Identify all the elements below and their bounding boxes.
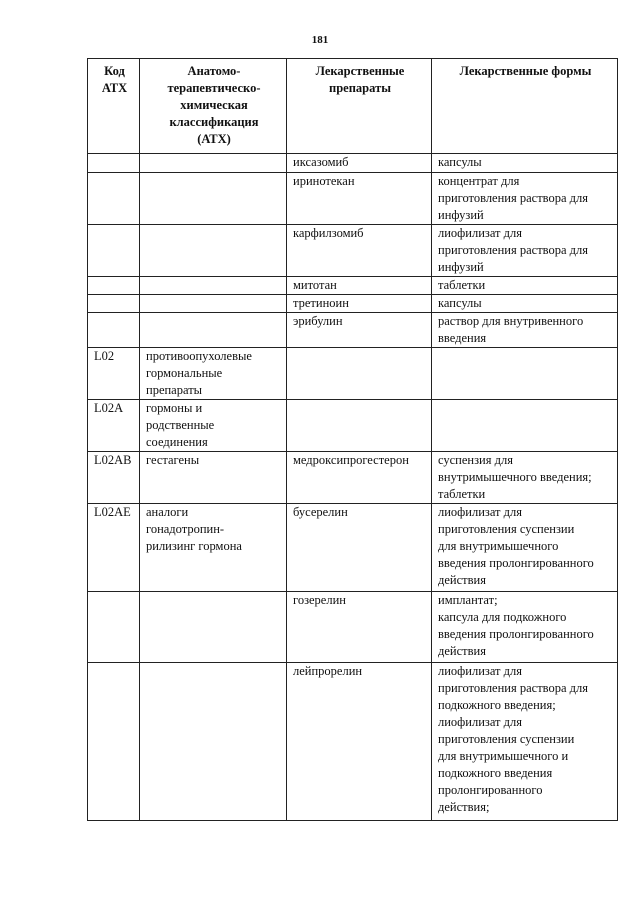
cell-text-line: для внутримышечного и (438, 749, 569, 763)
cell-atx-code (88, 400, 140, 452)
cell-drug (287, 592, 432, 663)
cell-text-line: рилизинг гормона (146, 539, 242, 553)
cell-atx-class (140, 663, 287, 821)
cell-text-line: действия (438, 573, 486, 587)
cell-drug (287, 154, 432, 173)
cell-text-line: L02AE (94, 505, 131, 519)
cell-text-line: (АТХ) (197, 132, 231, 146)
cell-atx-code (88, 277, 140, 295)
cell-text-line: лейпрорелин (293, 664, 363, 678)
cell-text-line: капсула для подкожного (438, 610, 567, 624)
cell-text-line: лиофилизат для (438, 715, 522, 729)
cell-text-line: раствор для внутривенного (438, 314, 584, 328)
cell-text-line: соединения (146, 435, 208, 449)
header-drugs (287, 59, 432, 154)
cell-text-line: лиофилизат для (438, 664, 522, 678)
table-header-row (88, 59, 618, 154)
cell-text-line: гонадотропин- (146, 522, 225, 536)
cell-atx-code (88, 225, 140, 277)
cell-text-line: внутримышечного введения; (438, 470, 592, 484)
cell-text-line: Код (104, 64, 125, 78)
cell-text-line: иксазомиб (293, 155, 349, 169)
cell-text-line: гормоны и (146, 401, 203, 415)
cell-text-line: действия (438, 644, 486, 658)
cell-text-line: таблетки (438, 487, 486, 501)
cell-atx-class (140, 452, 287, 504)
atx-drug-table (87, 58, 618, 821)
cell-text-line: концентрат для (438, 174, 520, 188)
cell-atx-code (88, 452, 140, 504)
cell-text-line: подкожного введения (438, 766, 553, 780)
header-atx-classification (140, 59, 287, 154)
cell-drug (287, 663, 432, 821)
cell-atx-class (140, 173, 287, 225)
cell-text-line: L02 (94, 349, 115, 363)
table-row (88, 452, 618, 504)
cell-text-line: химическая (180, 98, 248, 112)
cell-text-line: введения пролонгированного (438, 556, 594, 570)
table-row (88, 400, 618, 452)
cell-dosage-form (432, 295, 618, 313)
cell-text-line: родственные (146, 418, 215, 432)
cell-atx-code (88, 663, 140, 821)
cell-text-line: АТХ (101, 81, 128, 95)
cell-atx-class (140, 154, 287, 173)
cell-atx-code (88, 154, 140, 173)
table-row (88, 348, 618, 400)
cell-drug (287, 295, 432, 313)
cell-drug (287, 173, 432, 225)
cell-text-line: Лекарственные формы (459, 64, 592, 78)
cell-text-line: Лекарственные (315, 64, 405, 78)
cell-atx-class (140, 504, 287, 592)
cell-drug (287, 400, 432, 452)
cell-text-line: приготовления суспензии (438, 522, 575, 536)
cell-dosage-form (432, 173, 618, 225)
cell-atx-code (88, 173, 140, 225)
cell-atx-code (88, 313, 140, 348)
cell-dosage-form (432, 663, 618, 821)
cell-atx-code (88, 348, 140, 400)
cell-text-line: гормональные (146, 366, 223, 380)
header-atx-code (88, 59, 140, 154)
cell-drug (287, 452, 432, 504)
cell-atx-class (140, 295, 287, 313)
table-row (88, 504, 618, 592)
cell-dosage-form (432, 348, 618, 400)
cell-atx-class (140, 313, 287, 348)
cell-text-line: инфузий (438, 260, 484, 274)
cell-atx-class (140, 592, 287, 663)
cell-atx-class (140, 400, 287, 452)
cell-dosage-form (432, 400, 618, 452)
table-row (88, 173, 618, 225)
cell-dosage-form (432, 154, 618, 173)
cell-text-line: имплантат; (438, 593, 498, 607)
table-row (88, 225, 618, 277)
cell-text-line: инфузий (438, 208, 484, 222)
cell-text-line: приготовления раствора для (438, 243, 588, 257)
cell-text-line: подкожного введения; (438, 698, 556, 712)
table-row (88, 592, 618, 663)
cell-text-line: гестагены (146, 453, 200, 467)
cell-text-line: капсулы (438, 155, 482, 169)
cell-atx-class (140, 225, 287, 277)
cell-atx-code (88, 504, 140, 592)
cell-text-line: бусерелин (293, 505, 348, 519)
header-dosage-forms (432, 59, 618, 154)
cell-text-line: приготовления раствора для (438, 191, 588, 205)
cell-text-line: введения (438, 331, 487, 345)
cell-text-line: для внутримышечного (438, 539, 559, 553)
cell-text-line: терапевтическо- (167, 81, 261, 95)
cell-atx-class (140, 277, 287, 295)
cell-text-line: карфилзомиб (293, 226, 364, 240)
cell-text-line: L02A (94, 401, 124, 415)
table-row (88, 663, 618, 821)
cell-drug (287, 225, 432, 277)
cell-drug (287, 504, 432, 592)
cell-text-line: L02AB (94, 453, 132, 467)
cell-text-line: таблетки (438, 278, 486, 292)
cell-text-line: классификация (169, 115, 259, 129)
table-row (88, 277, 618, 295)
cell-drug (287, 277, 432, 295)
cell-text-line: лиофилизат для (438, 505, 522, 519)
cell-text-line: препараты (146, 383, 203, 397)
cell-dosage-form (432, 452, 618, 504)
cell-text-line: приготовления раствора для (438, 681, 588, 695)
cell-dosage-form (432, 592, 618, 663)
page-number: 181 (311, 34, 329, 46)
cell-text-line: пролонгированного (438, 783, 543, 797)
cell-atx-code (88, 295, 140, 313)
cell-text-line: митотан (293, 278, 337, 292)
cell-text-line: медроксипрогестерон (293, 453, 409, 467)
cell-text-line: лиофилизат для (438, 226, 522, 240)
cell-drug (287, 348, 432, 400)
cell-atx-class (140, 348, 287, 400)
cell-text-line: капсулы (438, 296, 482, 310)
cell-text-line: суспензия для (438, 453, 513, 467)
cell-text-line: иринотекан (293, 174, 355, 188)
cell-dosage-form (432, 225, 618, 277)
cell-text-line: третиноин (293, 296, 349, 310)
cell-text-line: гозерелин (293, 593, 346, 607)
cell-dosage-form (432, 313, 618, 348)
cell-dosage-form (432, 504, 618, 592)
cell-text-line: препараты (329, 81, 391, 95)
cell-text-line: действия; (438, 800, 490, 814)
table-row (88, 313, 618, 348)
cell-text-line: введения пролонгированного (438, 627, 594, 641)
cell-text-line: Анатомо- (187, 64, 241, 78)
cell-drug (287, 313, 432, 348)
table-row (88, 154, 618, 173)
cell-text-line: противоопухолевые (146, 349, 252, 363)
cell-atx-code (88, 592, 140, 663)
cell-text-line: приготовления суспензии (438, 732, 575, 746)
table-row (88, 295, 618, 313)
cell-dosage-form (432, 277, 618, 295)
cell-text-line: аналоги (146, 505, 189, 519)
cell-text-line: эрибулин (293, 314, 343, 328)
